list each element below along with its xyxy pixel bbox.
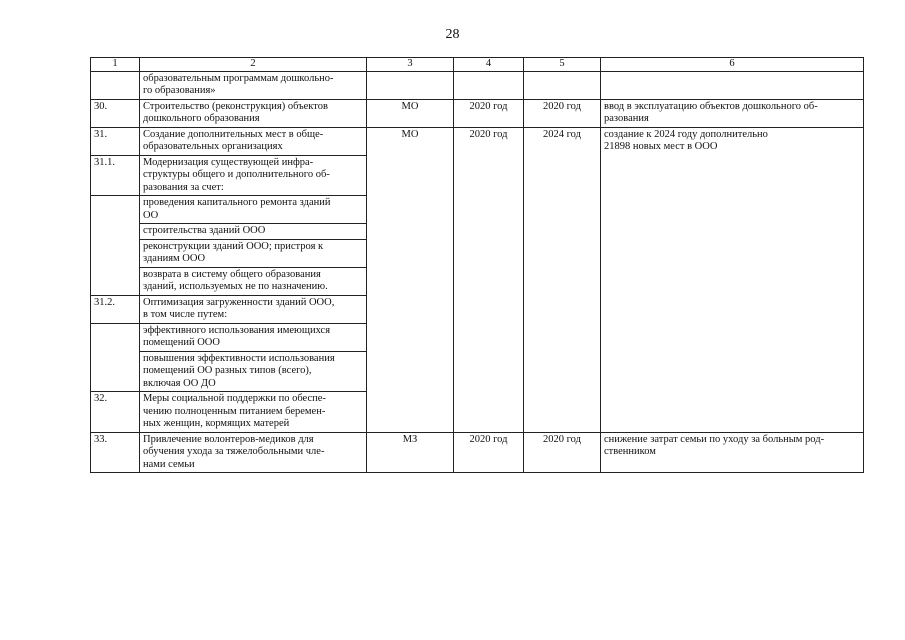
row-number [91,196,140,296]
measure-name: Меры социальной поддержки по обеспе- чению полноценным питанием беремен- ных женщин, кормящих матерей [140,392,367,433]
measure-name: проведения капитального ремонта зданий ОО [140,196,367,224]
expected-result [601,71,864,99]
measures-table [90,57,864,473]
row-number: 33. [91,432,140,473]
executor: МО [367,99,454,127]
table-row [91,432,864,473]
measure-name: Модернизация существующей инфра- структуры общего и дополнительного об- разования за счет: [140,155,367,196]
expected-result: ввод в эксплуатацию объектов дошкольного об- разования [601,99,864,127]
page-number: 28 [445,27,460,42]
column-number-2: 2 [140,58,367,72]
measure-name: Оптимизация загруженности зданий ООО, в том числе путем: [140,295,367,323]
column-number-5: 5 [524,58,601,72]
end-year [524,71,601,99]
executor: МО [367,127,454,432]
row-number: 30. [91,99,140,127]
end-year: 2020 год [524,99,601,127]
row-number [91,323,140,392]
column-number-4: 4 [454,58,524,72]
end-year: 2020 год [524,432,601,473]
column-number-6: 6 [601,58,864,72]
table-row [91,127,864,155]
row-number [91,71,140,99]
executor [367,71,454,99]
column-number-3: 3 [367,58,454,72]
executor: МЗ [367,432,454,473]
end-year: 2024 год [524,127,601,432]
measure-name: возврата в систему общего образования зданий, используемых не по назначению. [140,267,367,295]
start-year: 2020 год [454,99,524,127]
row-number: 31. [91,127,140,155]
measure-name: повышения эффективности использования помещений ОО разных типов (всего), включая ОО ДО [140,351,367,392]
table-header-row [91,58,864,72]
start-year: 2020 год [454,127,524,432]
column-number-1: 1 [91,58,140,72]
start-year: 2020 год [454,432,524,473]
measure-name: Строительство (реконструкция) объектов дошкольного образования [140,99,367,127]
table-row [91,71,864,99]
measure-name: строительства зданий ООО [140,224,367,240]
measure-name: образовательным программам дошкольно- го образования» [140,71,367,99]
row-number: 31.2. [91,295,140,323]
table-row [91,99,864,127]
start-year [454,71,524,99]
measure-name: эффективного использования имеющихся помещений ООО [140,323,367,351]
row-number: 31.1. [91,155,140,196]
row-number: 32. [91,392,140,433]
measure-name: реконструкции зданий ООО; пристроя к зданиям ООО [140,239,367,267]
expected-result: создание к 2024 году дополнительно 21898 новых мест в ООО [601,127,864,432]
measure-name: Создание дополнительных мест в обще- образовательных организациях [140,127,367,155]
measure-name: Привлечение волонтеров-медиков для обучения ухода за тяжелобольными чле- нами семьи [140,432,367,473]
expected-result: снижение затрат семьи по уходу за больным род- ственником [601,432,864,473]
